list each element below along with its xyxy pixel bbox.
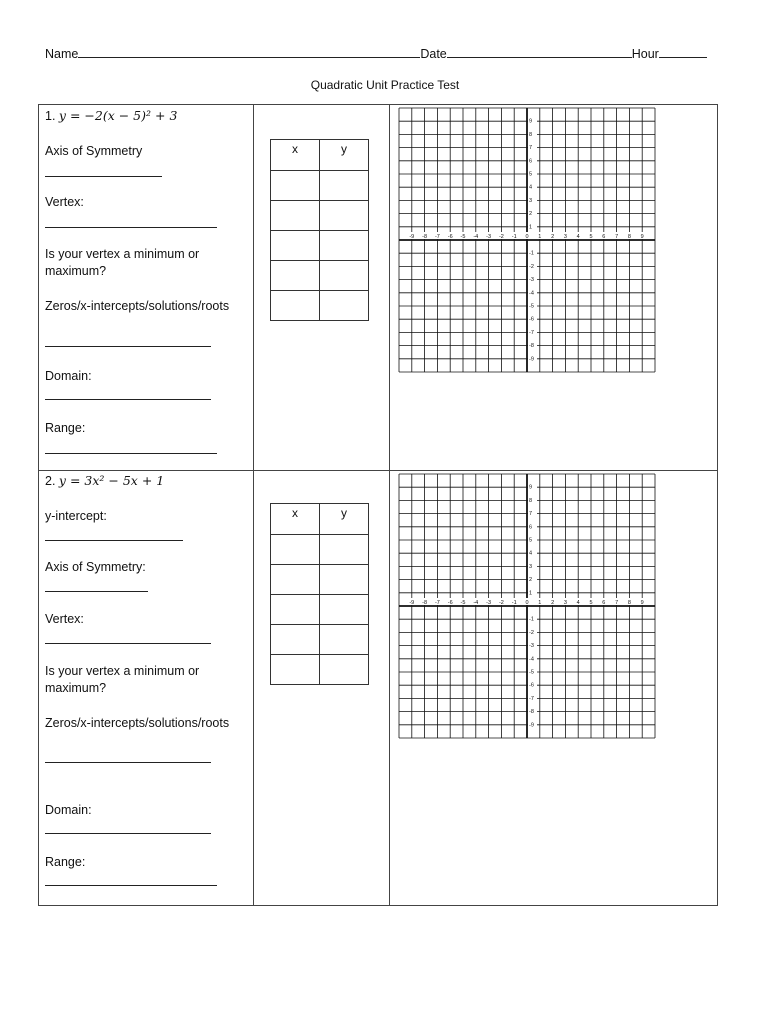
y-tick-label: -9 xyxy=(529,722,534,729)
problem-1-heading xyxy=(45,108,177,124)
x-tick-label: 3 xyxy=(563,600,567,606)
x-tick-label: 6 xyxy=(602,600,606,606)
table-cell[interactable] xyxy=(271,535,320,565)
vertex-label: Vertex: xyxy=(45,195,84,209)
x-tick-label: 6 xyxy=(602,234,606,240)
range-answer-line[interactable] xyxy=(45,885,217,886)
y-tick-label: 8 xyxy=(529,497,533,504)
vertex-answer-line[interactable] xyxy=(45,643,211,644)
x-tick-label: -3 xyxy=(486,600,492,606)
vertex-label: Vertex: xyxy=(45,612,84,626)
y-tick-label: 3 xyxy=(529,197,533,204)
y-tick-label: -2 xyxy=(529,629,534,636)
test-sheet xyxy=(38,104,718,906)
axis-label: Axis of Symmetry xyxy=(45,144,143,158)
x-tick-label: -6 xyxy=(447,234,453,240)
y-tick-label: -4 xyxy=(529,290,534,297)
axis-label: Axis of Symmetry: xyxy=(45,560,146,574)
problem-1-number: 1. xyxy=(45,109,56,123)
y-tick-label: 6 xyxy=(529,158,533,165)
x-tick-label: 4 xyxy=(576,234,580,240)
x-tick-label: -4 xyxy=(473,600,479,606)
y-header: y xyxy=(320,504,369,535)
y-tick-label: 9 xyxy=(529,118,533,125)
x-tick-label: -8 xyxy=(422,234,428,240)
problem-2-heading xyxy=(45,473,164,489)
yint-answer-line[interactable] xyxy=(45,540,183,541)
problem-1-row xyxy=(39,105,717,471)
domain-answer-line[interactable] xyxy=(45,399,211,400)
y-tick-label: -5 xyxy=(529,303,534,310)
x-tick-label: -7 xyxy=(434,600,440,606)
table-cell[interactable] xyxy=(320,291,369,321)
x-tick-label: -5 xyxy=(460,600,466,606)
domain-label: Domain: xyxy=(45,369,92,383)
xy-table[interactable] xyxy=(270,139,369,321)
x-tick-label: 8 xyxy=(627,600,631,606)
x-tick-label: -5 xyxy=(460,234,466,240)
table-cell[interactable] xyxy=(320,595,369,625)
y-tick-label: 3 xyxy=(529,563,533,570)
x-tick-label: 0 xyxy=(525,600,529,606)
x-tick-label: -8 xyxy=(422,600,428,606)
table-cell[interactable] xyxy=(271,655,320,685)
coordinate-grid[interactable] xyxy=(398,473,656,739)
y-tick-label: 1 xyxy=(529,224,533,231)
name-label: Name xyxy=(45,47,79,61)
range-label: Range: xyxy=(45,855,86,869)
table-cell[interactable] xyxy=(320,535,369,565)
minmax-label-2: maximum? xyxy=(45,681,107,695)
problem-2-number: 2. xyxy=(45,474,56,488)
hour-label: Hour xyxy=(631,47,659,61)
x-tick-label: 7 xyxy=(615,600,619,606)
x-tick-label: 5 xyxy=(589,234,593,240)
x-tick-label: 9 xyxy=(640,600,644,606)
table-cell[interactable] xyxy=(271,231,320,261)
vertex-answer-line[interactable] xyxy=(45,227,217,228)
x-tick-label: 7 xyxy=(615,234,619,240)
y-tick-label: -3 xyxy=(529,643,534,650)
y-tick-label: -4 xyxy=(529,656,534,663)
minmax-label-1: Is your vertex a minimum or xyxy=(45,247,200,261)
y-tick-label: -1 xyxy=(529,250,534,257)
range-answer-line[interactable] xyxy=(45,453,217,454)
y-tick-label: -6 xyxy=(529,682,534,689)
yint-label: y-intercept: xyxy=(45,509,107,523)
zeros-label: Zeros/x-intercepts/solutions/roots xyxy=(45,299,230,313)
y-tick-label: 2 xyxy=(529,577,533,584)
x-header: x xyxy=(271,504,320,535)
problem-1-table-col xyxy=(254,105,390,470)
x-header: x xyxy=(271,140,320,171)
table-cell[interactable] xyxy=(320,171,369,201)
coordinate-grid[interactable] xyxy=(398,107,656,373)
x-tick-label: 2 xyxy=(551,234,555,240)
table-cell[interactable] xyxy=(320,261,369,291)
x-tick-label: -6 xyxy=(447,600,453,606)
domain-label: Domain: xyxy=(45,803,92,817)
x-tick-label: 2 xyxy=(551,600,555,606)
problem-1-equation: y = −2(x − 5)² + 3 xyxy=(58,108,178,123)
y-tick-label: -3 xyxy=(529,277,534,284)
y-tick-label: -7 xyxy=(529,695,534,702)
table-cell[interactable] xyxy=(320,655,369,685)
table-cell[interactable] xyxy=(271,595,320,625)
table-cell[interactable] xyxy=(271,565,320,595)
y-tick-label: -9 xyxy=(529,356,534,363)
y-tick-label: 2 xyxy=(529,211,533,218)
domain-answer-line[interactable] xyxy=(45,833,211,834)
table-cell[interactable] xyxy=(320,201,369,231)
y-tick-label: 7 xyxy=(529,511,533,518)
y-tick-label: 7 xyxy=(529,145,533,152)
problem-1-questions xyxy=(39,105,254,470)
y-tick-label: 4 xyxy=(529,550,533,557)
x-tick-label: 1 xyxy=(538,234,542,240)
problem-2-table-col xyxy=(254,471,390,905)
zeros-answer-line[interactable] xyxy=(45,762,211,763)
x-tick-label: -7 xyxy=(434,234,440,240)
y-tick-label: -8 xyxy=(529,709,534,716)
x-tick-label: -1 xyxy=(511,234,517,240)
y-tick-label: 1 xyxy=(529,590,533,597)
table-cell[interactable] xyxy=(271,625,320,655)
minmax-label-2: maximum? xyxy=(45,264,107,278)
range-label: Range: xyxy=(45,421,86,435)
page-title: Quadratic Unit Practice Test xyxy=(310,78,460,92)
y-tick-label: -2 xyxy=(529,263,534,270)
y-tick-label: 8 xyxy=(529,131,533,138)
problem-1-graph-col xyxy=(390,105,717,470)
table-cell[interactable] xyxy=(320,231,369,261)
date-label: Date xyxy=(420,47,447,61)
x-tick-label: -2 xyxy=(498,600,504,606)
y-tick-label: 4 xyxy=(529,184,533,191)
problem-2-graph-col xyxy=(390,471,717,905)
y-header: y xyxy=(320,140,369,171)
y-tick-label: 5 xyxy=(529,171,533,178)
table-cell[interactable] xyxy=(320,565,369,595)
header-line xyxy=(45,47,707,61)
problem-2-equation: y = 3x² − 5x + 1 xyxy=(58,473,165,488)
x-tick-label: 3 xyxy=(563,234,567,240)
zeros-label: Zeros/x-intercepts/solutions/roots xyxy=(45,716,230,730)
y-tick-label: -6 xyxy=(529,316,534,323)
problem-2-row xyxy=(39,471,717,905)
x-tick-label: 0 xyxy=(525,234,529,240)
x-tick-label: -1 xyxy=(511,600,517,606)
zeros-answer-line[interactable] xyxy=(45,346,211,347)
x-tick-label: 1 xyxy=(538,600,542,606)
x-tick-label: -3 xyxy=(486,234,492,240)
x-tick-label: -2 xyxy=(498,234,504,240)
x-tick-label: 8 xyxy=(627,234,631,240)
axis-answer-line[interactable] xyxy=(45,591,148,592)
xy-table[interactable] xyxy=(270,503,369,685)
x-tick-label: -4 xyxy=(473,234,479,240)
x-tick-label: -9 xyxy=(409,234,415,240)
x-tick-label: -9 xyxy=(409,600,415,606)
y-tick-label: 5 xyxy=(529,537,533,544)
x-tick-label: 5 xyxy=(589,600,593,606)
y-tick-label: 9 xyxy=(529,484,533,491)
y-tick-label: -5 xyxy=(529,669,534,676)
y-tick-label: -7 xyxy=(529,329,534,336)
y-tick-label: 6 xyxy=(529,524,533,531)
hour-field[interactable] xyxy=(659,57,707,58)
problem-2-questions xyxy=(39,471,254,905)
table-cell[interactable] xyxy=(271,171,320,201)
table-cell[interactable] xyxy=(271,291,320,321)
x-tick-label: 4 xyxy=(576,600,580,606)
axis-answer-line[interactable] xyxy=(45,176,162,177)
table-cell[interactable] xyxy=(320,625,369,655)
x-tick-label: 9 xyxy=(640,234,644,240)
y-tick-label: -1 xyxy=(529,616,534,623)
table-cell[interactable] xyxy=(271,261,320,291)
table-cell[interactable] xyxy=(271,201,320,231)
date-field[interactable] xyxy=(447,57,632,58)
y-tick-label: -8 xyxy=(529,343,534,350)
minmax-label-1: Is your vertex a minimum or xyxy=(45,664,200,678)
name-field[interactable] xyxy=(78,57,420,58)
